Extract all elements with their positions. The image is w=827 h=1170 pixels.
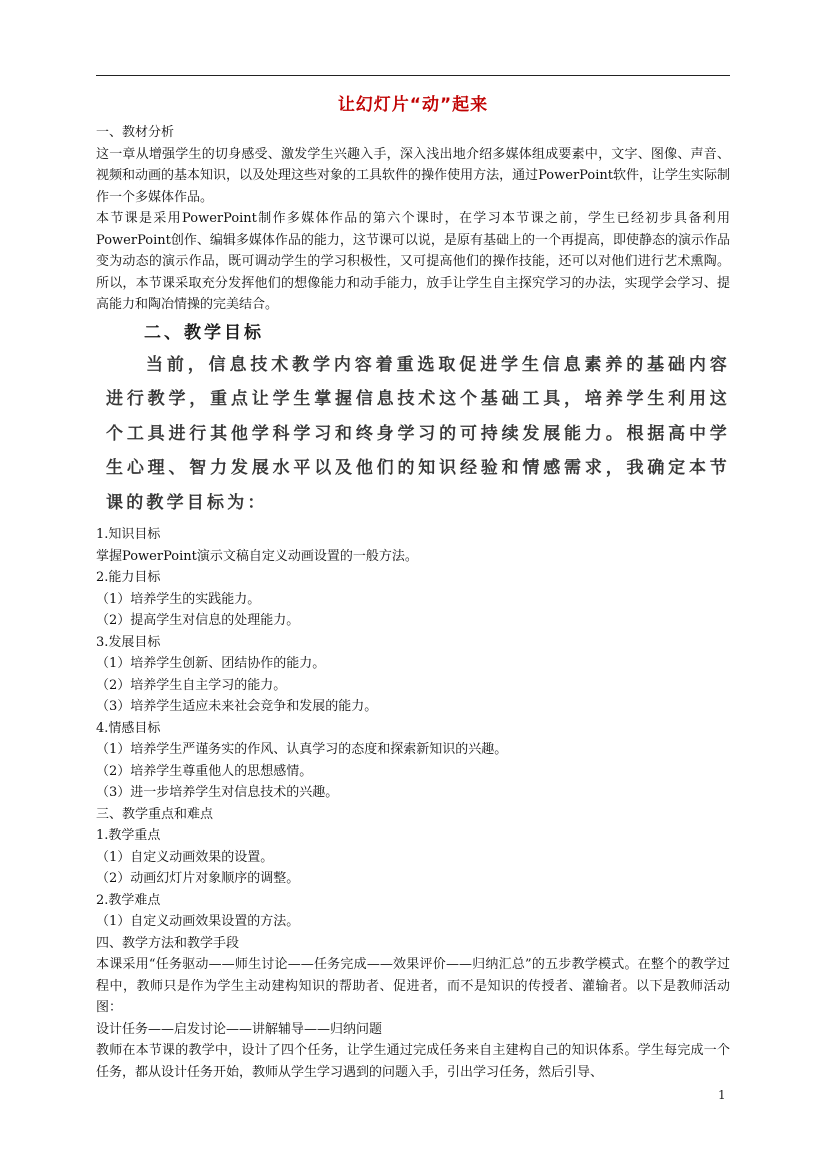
paragraph-task-design: 教师在本节课的教学中，设计了四个任务，让学生通过完成任务来自主建构自己的知识体系。学生每完成一个任务，都从设计任务开始，教师从学生学习遇到的问题入手，引出学习任务，然后引导、 [96, 1043, 730, 1080]
list-item: （2）提高学生对信息的处理能力。 [96, 613, 300, 628]
paragraph-lesson-intro: 本节课是采用PowerPoint制作多媒体作品的第六个课时，在学习本节课之前，学生已经初步具备利用PowerPoint创作、编辑多媒体作品的能力，这节课可以说，是原有基础上的一个再提高，即使静态的演示作品变为动态的演示作品，既可调动学生的学习积极性，又可提高他们的操作技能，还可以对他们进行艺术熏陶。所以，本节课采取充分发挥他们的想像能力和动手能力，放手让学生自主探究学习的办法，实现学会学习、提高能力和陶冶情操的完美结合。 [96, 211, 730, 312]
list-item: （3）培养学生适应未来社会竞争和发展的能力。 [96, 699, 378, 714]
paragraph-teacher-activity-flow: 设计任务——启发讨论——讲解辅导——归纳问题 [96, 1021, 383, 1037]
list-item: （2）培养学生尊重他人的思想感情。 [96, 763, 313, 779]
paragraph-teaching-goals-intro: 当前，信息技术教学内容着重选取促进学生信息素养的基础内容进行教学，重点让学生掌握信息技术这个基础工具，培养学生利用这个工具进行其他学科学习和终身学习的可持续发展能力。根据高中学生心理、智力发展水平以及他们的知识经验和情感需求，我确定本节课的教学目标为： [106, 354, 730, 513]
scanned-teaching-goals-block [96, 318, 730, 521]
paragraph-teaching-model: 本课采用“任务驱动——师生讨论——任务完成——效果评价——归纳汇总”的五步教学模式。在整个的教学过程中，教师只是作为学生主动建构知识的帮助者、促进者，而不是知识的传授者、灌输者。以下是教师活动图： [96, 957, 730, 1015]
sub-heading-difficult-points: 2.教学难点 [96, 892, 161, 908]
list-item: （1）培养学生创新、团结协作的能力。 [96, 656, 326, 671]
goal-heading-ability: 2.能力目标 [96, 570, 161, 585]
goal-heading-knowledge: 1.知识目标 [96, 527, 161, 542]
list-item: （1）自定义动画效果的设置。 [96, 849, 274, 865]
goal-heading-emotion: 4.情感目标 [96, 720, 161, 736]
list-item: （1）自定义动画效果设置的方法。 [96, 914, 300, 929]
list-item: （3）进一步培养学生对信息技术的兴趣。 [96, 785, 339, 800]
list-item: 掌握PowerPoint演示文稿自定义动画设置的一般方法。 [96, 548, 418, 564]
document-title: 让幻灯片“动”起来 [337, 95, 489, 115]
goal-heading-development: 3.发展目标 [96, 634, 161, 650]
list-item: （2）培养学生自主学习的能力。 [96, 677, 287, 693]
list-item: （1）培养学生严谨务实的作风、认真学习的态度和探索新知识的兴趣。 [96, 742, 508, 757]
section-heading-teaching-methods: 四、教学方法和教学手段 [96, 935, 240, 951]
section-heading-teaching-goals: 二、教学目标 [144, 322, 264, 343]
sub-heading-key-points: 1.教学重点 [96, 828, 161, 843]
list-item: （1）培养学生的实践能力。 [96, 591, 261, 607]
document-body [96, 122, 730, 1083]
paragraph-chapter-intro: 这一章从增强学生的切身感受、激发学生兴趣入手，深入浅出地介绍多媒体组成要素中，文字、图像、声音、视频和动画的基本知识，以及处理这些对象的工具软件的操作使用方法，通过PowerPoint软件，让学生实际制作一个多媒体作品。 [96, 146, 730, 205]
section-heading-textbook-analysis: 一、教材分析 [96, 125, 175, 140]
section-heading-key-and-difficult-points: 三、教学重点和难点 [96, 806, 214, 822]
list-item: （2）动画幻灯片对象顺序的调整。 [96, 871, 300, 886]
page-number: 1 [718, 1088, 726, 1102]
header-rule [96, 75, 730, 76]
